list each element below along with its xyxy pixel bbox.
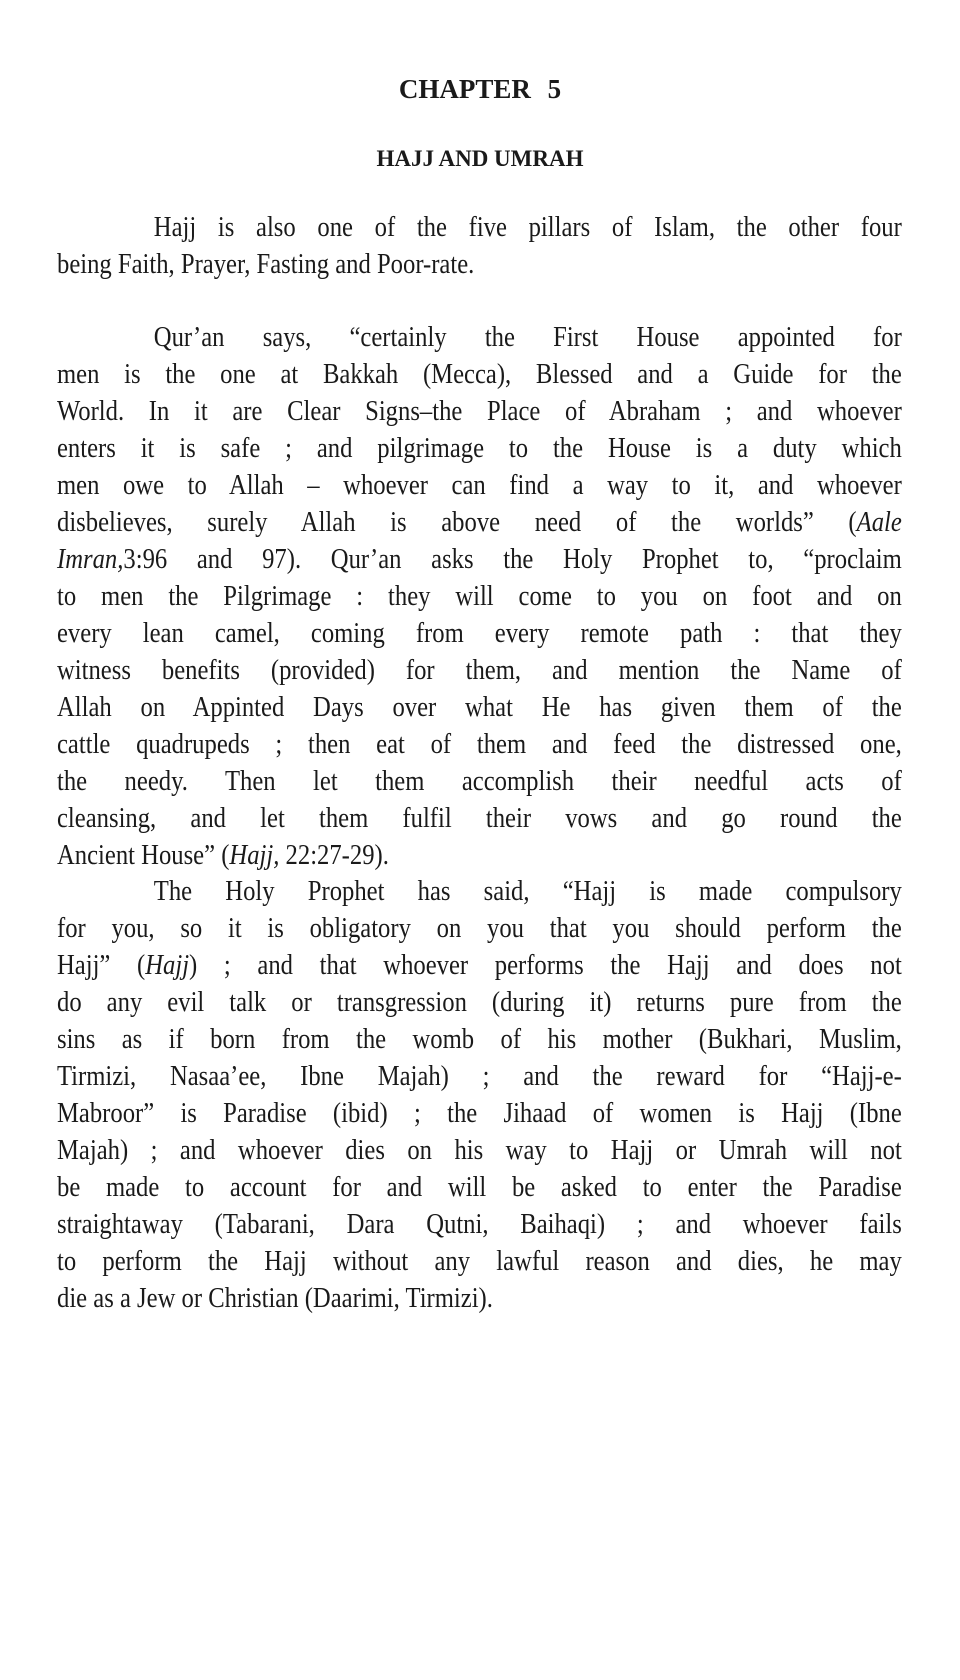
- text-run: die as a Jew or Christian (Daarimi, Tirmizi).: [57, 1283, 493, 1314]
- text-line: [57, 1021, 902, 1058]
- text-line: [57, 984, 902, 1021]
- text-line: [57, 246, 902, 283]
- text-line: [57, 1169, 902, 1206]
- text-line: [57, 947, 902, 984]
- text-run: cleansing, and let them fulfil their vows and go round the: [57, 803, 902, 834]
- chapter-title: HAJJ AND UMRAH: [376, 146, 584, 171]
- text-line: [57, 1095, 902, 1132]
- chapter-heading: CHAPTER 5: [398, 74, 562, 104]
- text-line: [57, 430, 902, 467]
- text-run: ) ; and that whoever performs the Hajj and does not: [189, 950, 902, 981]
- text-line: [57, 910, 902, 947]
- italic-citation: Hajj,: [229, 840, 280, 871]
- text-line: [57, 1206, 902, 1243]
- text-run: Hajj is also one of the five pillars of Islam, the other four: [153, 212, 902, 243]
- text-line: [57, 873, 902, 910]
- text-line: [57, 356, 902, 393]
- text-line: [57, 504, 902, 541]
- text-line: [57, 800, 902, 837]
- text-run: to perform the Hajj without any lawful reason and dies, he may: [57, 1246, 902, 1277]
- text-line: [57, 541, 902, 578]
- text-run: every lean camel, coming from every remote path : that they: [57, 618, 902, 649]
- paragraph-quran-quote: [57, 319, 902, 874]
- text-line: [57, 837, 902, 874]
- text-run: 3:96 and 97). Qur’an asks the Holy Prophet to, “proclaim: [123, 544, 902, 575]
- text-run: cattle quadrupeds ; then eat of them and feed the distressed one,: [57, 729, 902, 760]
- text-run: for you, so it is obligatory on you that you should perform the: [57, 913, 902, 944]
- text-run: men is the one at Bakkah (Mecca), Blessed and a Guide for the: [57, 359, 902, 390]
- text-run: 22:27-29).: [279, 840, 389, 871]
- text-run: men owe to Allah – whoever can find a way to it, and whoever: [57, 470, 902, 501]
- text-line: [57, 615, 902, 652]
- text-run: Mabroor” is Paradise (ibid) ; the Jihaad of women is Hajj (Ibne: [57, 1098, 902, 1129]
- text-line: [57, 1058, 902, 1095]
- text-run: sins as if born from the womb of his mother (Bukhari, Muslim,: [57, 1024, 902, 1055]
- text-run: be made to account for and will be asked to enter the Paradise: [57, 1172, 902, 1203]
- text-line: [57, 1280, 902, 1317]
- text-line: [57, 1243, 902, 1280]
- text-line: [57, 1132, 902, 1169]
- text-line: [57, 652, 902, 689]
- text-run: do any evil talk or transgression (during it) returns pure from the: [57, 987, 902, 1018]
- text-run: Qur’an says, “certainly the First House appointed for: [153, 322, 902, 353]
- paragraph-hadith: [57, 873, 902, 1317]
- text-line: [57, 689, 902, 726]
- italic-citation: Aale: [856, 507, 902, 538]
- text-run: Tirmizi, Nasaa’ee, Ibne Majah) ; and the reward for “Hajj-e-: [57, 1061, 902, 1092]
- text-run: straightaway (Tabarani, Dara Qutni, Baihaqi) ; and whoever fails: [57, 1209, 902, 1240]
- text-run: witness benefits (provided) for them, and mention the Name of: [57, 655, 902, 686]
- text-run: Majah) ; and whoever dies on his way to Hajj or Umrah will not: [57, 1135, 902, 1166]
- text-line: [57, 467, 902, 504]
- text-run: disbelieves, surely Allah is above need of the worlds” (: [57, 507, 857, 538]
- text-run: the needy. Then let them accomplish their needful acts of: [57, 766, 902, 797]
- text-run: Allah on Appinted Days over what He has given them of the: [57, 692, 902, 723]
- text-run: The Holy Prophet has said, “Hajj is made compulsory: [153, 876, 902, 907]
- italic-citation: Hajj: [145, 950, 190, 981]
- text-line: [57, 209, 902, 246]
- text-line: [57, 393, 902, 430]
- paragraph-intro: [57, 209, 902, 283]
- text-line: [57, 726, 902, 763]
- text-line: [57, 763, 902, 800]
- text-run: to men the Pilgrimage : they will come to you on foot and on: [57, 581, 902, 612]
- text-run: being Faith, Prayer, Fasting and Poor-rate.: [57, 249, 475, 280]
- italic-citation: Imran,: [57, 544, 124, 575]
- text-run: Hajj” (: [57, 950, 146, 981]
- text-run: World. In it are Clear Signs–the Place of Abraham ; and whoever: [57, 396, 902, 427]
- text-run: Ancient House” (: [57, 840, 230, 871]
- text-line: [57, 319, 902, 356]
- text-run: enters it is safe ; and pilgrimage to the House is a duty which: [57, 433, 902, 464]
- text-line: [57, 578, 902, 615]
